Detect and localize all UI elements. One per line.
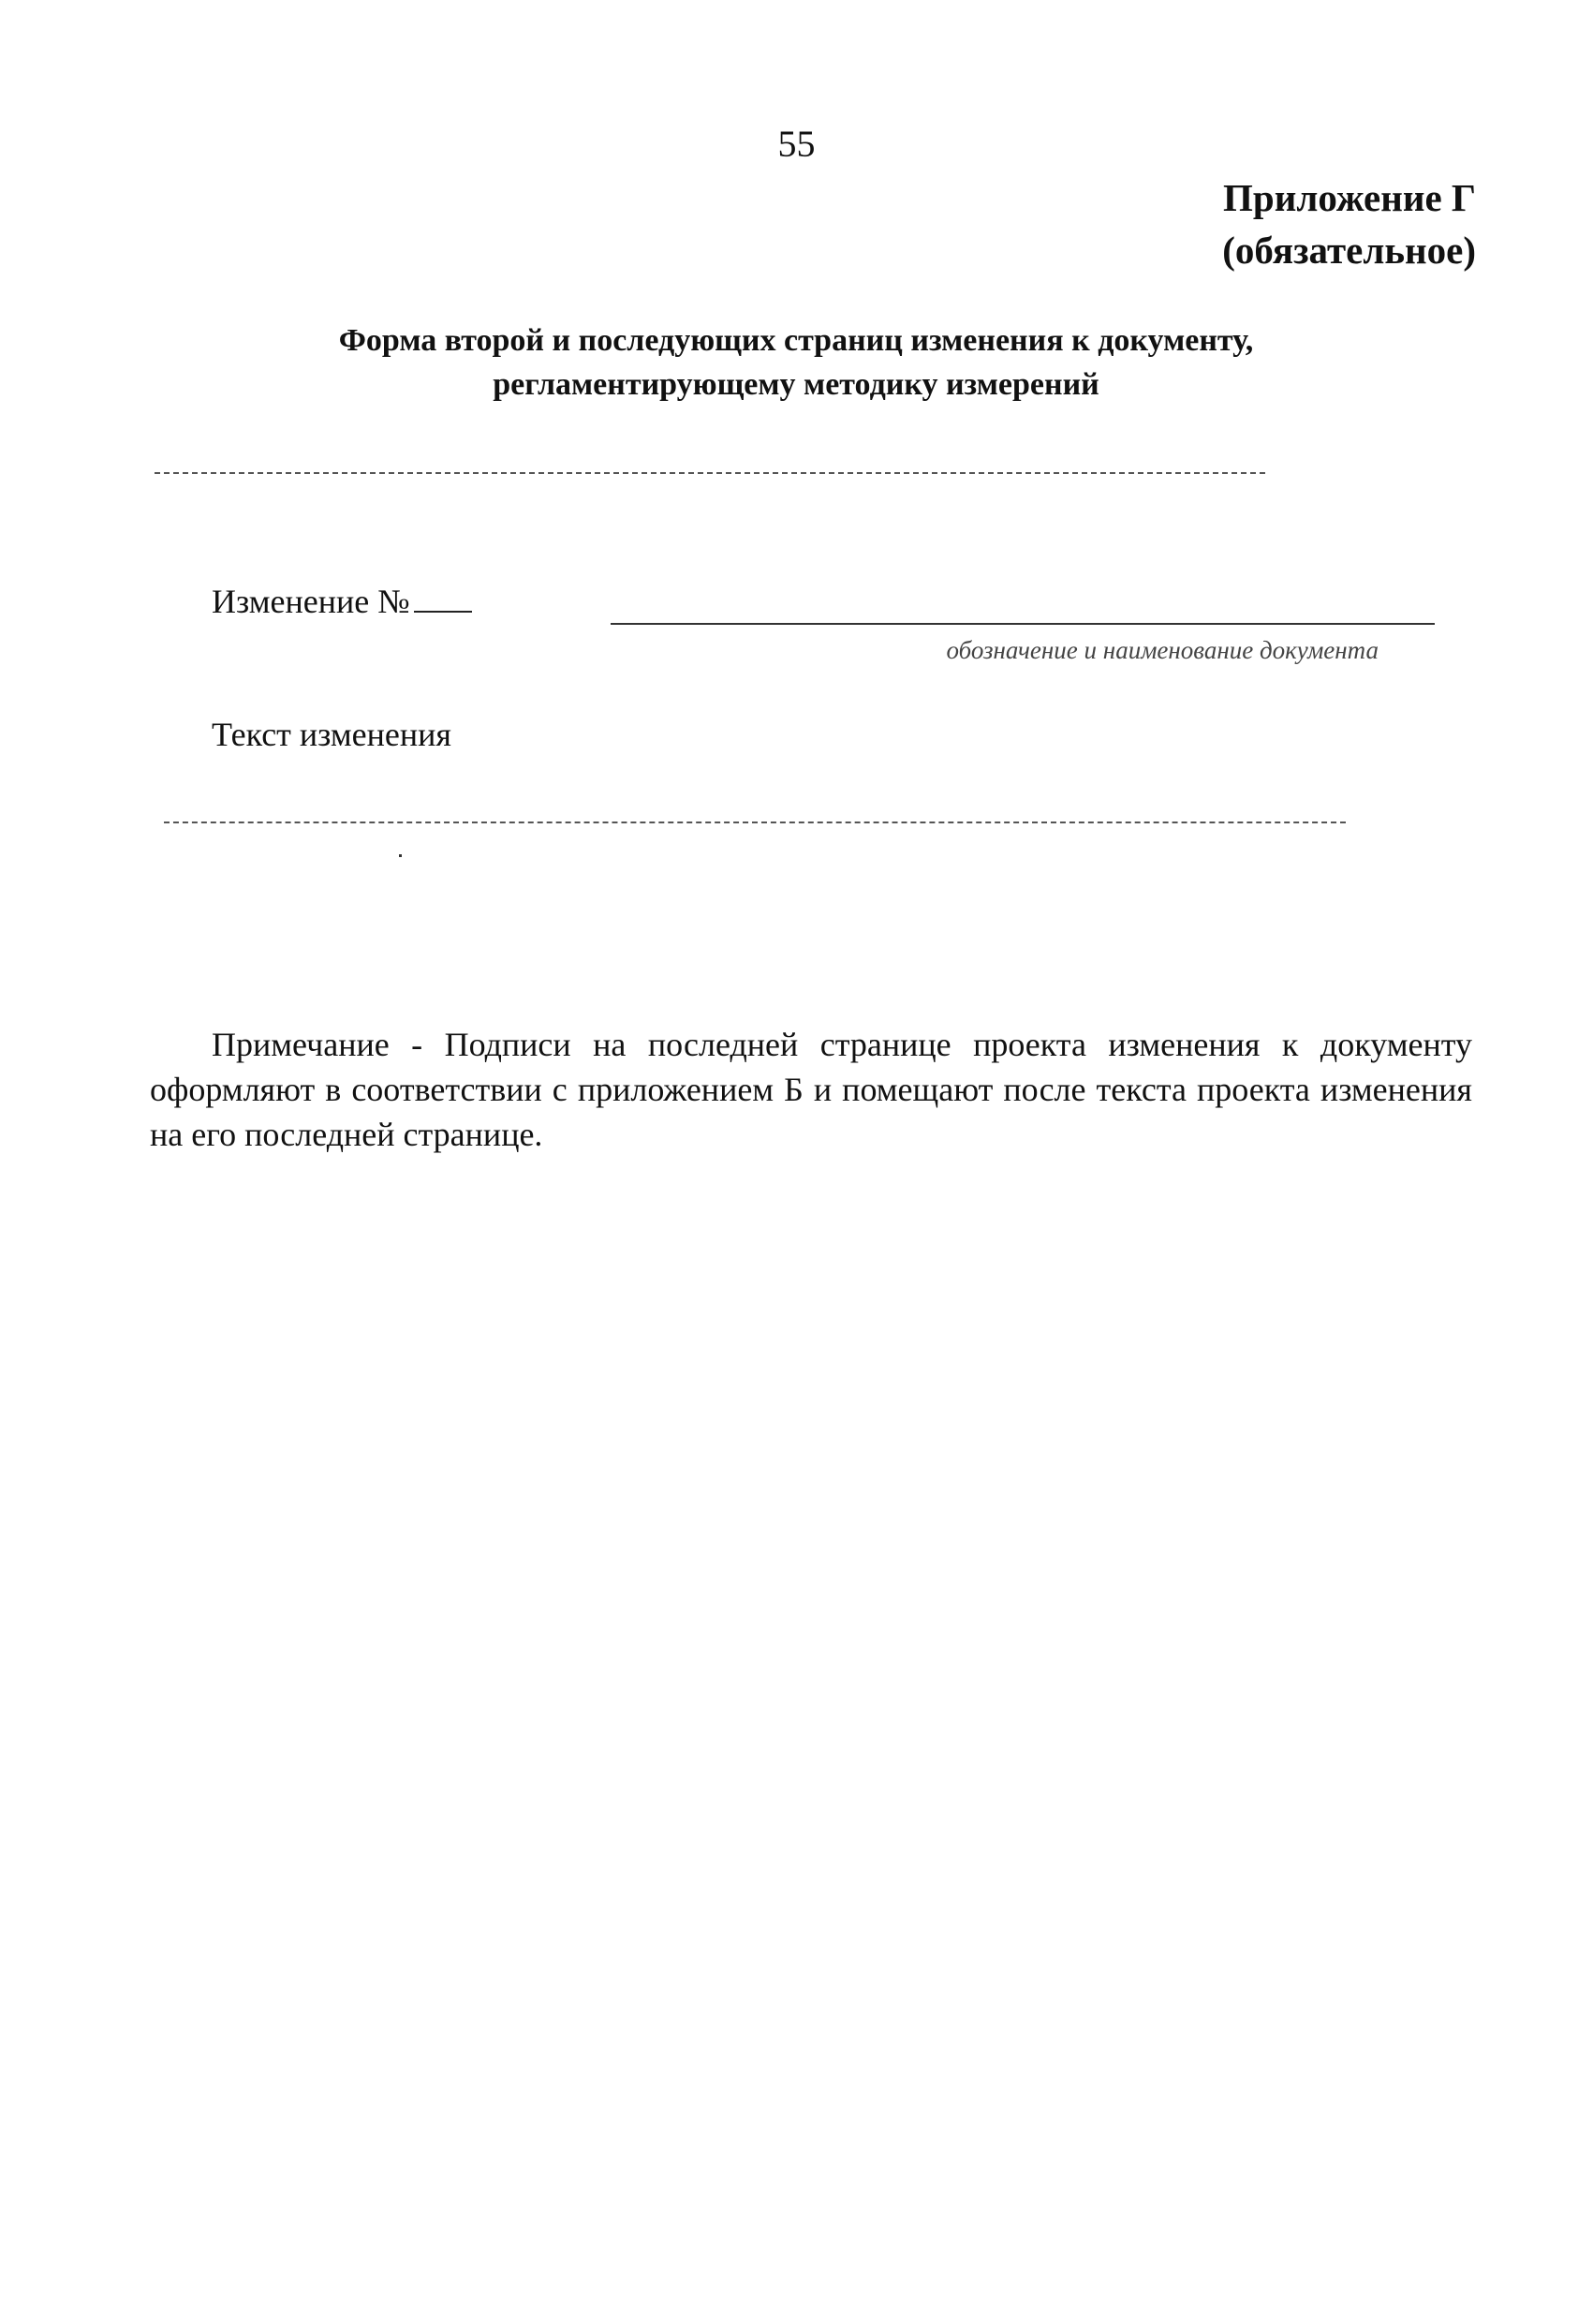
change-text-divider — [164, 822, 1346, 823]
top-divider — [155, 472, 1265, 474]
page-number: 55 — [777, 123, 816, 165]
amendment-label: Изменение № — [212, 583, 410, 620]
appendix-title: Приложение Г — [1223, 176, 1476, 219]
note-paragraph: Примечание - Подписи на последней странице проекта изменения к документу оформляют в соответствии с приложением Б и помещают после текста проекта изменения на его последней странице. — [150, 1026, 1472, 1153]
form-title — [169, 318, 1423, 407]
change-text-label: Текст изменения — [212, 716, 451, 753]
document-designation-line — [611, 623, 1435, 625]
appendix-heading — [1222, 171, 1476, 276]
stray-mark — [399, 854, 402, 857]
form-title-line-2: регламентирующему методику измерений — [493, 367, 1099, 402]
amendment-number-blank — [414, 581, 472, 613]
amendment-number-field — [212, 581, 472, 622]
appendix-status: (обязательное) — [1222, 229, 1476, 272]
form-title-line-1: Форма второй и последующих страниц изменения к документу, — [338, 323, 1254, 358]
document-designation-caption: обозначение и наименование документа — [946, 636, 1379, 664]
